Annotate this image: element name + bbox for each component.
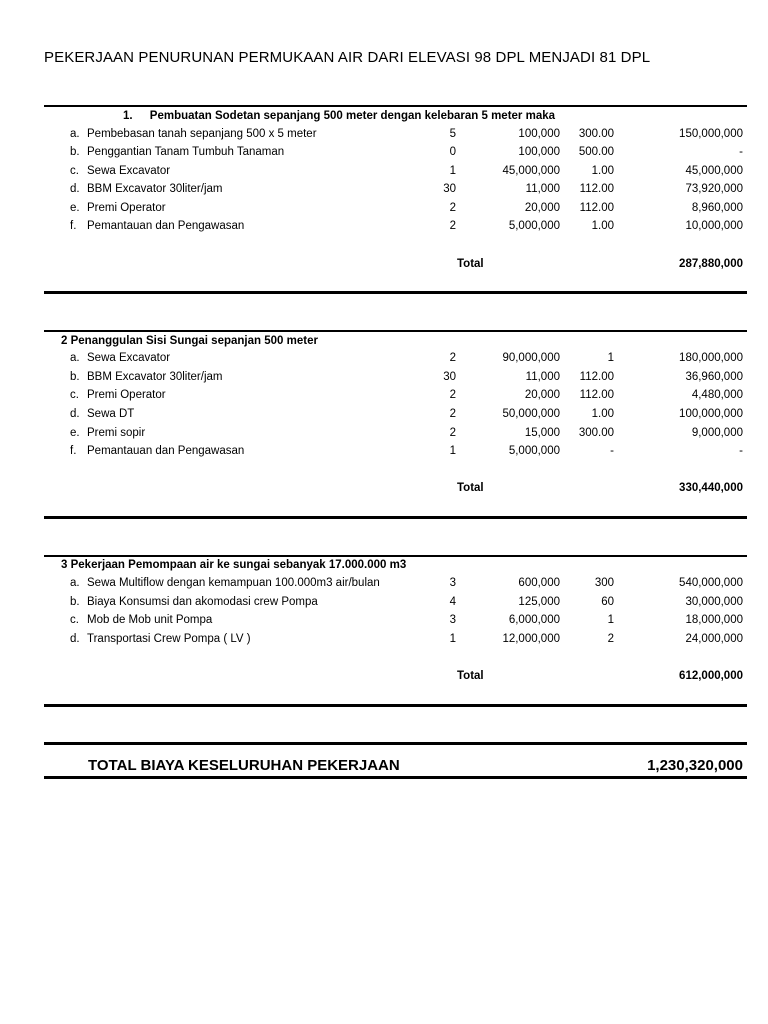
section-heading <box>123 110 555 122</box>
row-duration: 112.00 <box>579 371 614 383</box>
section-bottom-rule <box>44 704 747 707</box>
row-amount: 180,000,000 <box>679 352 743 364</box>
row-letter: c. <box>70 389 79 401</box>
row-amount: 30,000,000 <box>685 596 743 608</box>
row-letter: d. <box>70 183 80 195</box>
row-quantity: 2 <box>449 202 456 214</box>
row-duration: 1.00 <box>591 165 614 177</box>
row-description: BBM Excavator 30liter/jam <box>87 183 223 195</box>
section-bottom-rule <box>44 291 747 294</box>
section-heading <box>61 559 406 571</box>
row-description: Sewa Excavator <box>87 165 171 177</box>
row-letter: b. <box>70 596 80 608</box>
row-letter: a. <box>70 352 80 364</box>
row-description: Pemantauan dan Pengawasan <box>87 220 245 232</box>
row-letter: a. <box>70 128 80 140</box>
table-row <box>0 165 768 183</box>
row-amount: - <box>739 146 743 158</box>
row-unit-price: 12,000,000 <box>502 633 560 645</box>
section-top-rule <box>44 330 747 332</box>
section-number: 1. <box>123 110 133 122</box>
row-description: Pembebasan tanah sepanjang 500 x 5 meter <box>87 128 317 140</box>
table-row <box>0 352 768 370</box>
row-quantity: 2 <box>449 408 456 420</box>
section-heading <box>61 335 318 347</box>
grand-total-bottom-rule <box>44 776 747 779</box>
table-row <box>0 220 768 238</box>
total-label: Total <box>457 482 484 494</box>
row-amount: 150,000,000 <box>679 128 743 140</box>
row-unit-price: 50,000,000 <box>502 408 560 420</box>
row-unit-price: 11,000 <box>525 371 560 383</box>
section-heading-text: Penanggulan Sisi Sungai sepanjan 500 meter <box>70 335 318 347</box>
row-unit-price: 5,000,000 <box>508 445 560 457</box>
row-duration: 300.00 <box>578 427 614 439</box>
row-description: Sewa DT <box>87 408 135 420</box>
row-unit-price: 600,000 <box>518 577 560 589</box>
table-row <box>0 389 768 407</box>
row-duration: 300 <box>594 577 614 589</box>
row-description: Sewa Excavator <box>87 352 171 364</box>
table-row <box>0 128 768 146</box>
row-description: BBM Excavator 30liter/jam <box>87 371 223 383</box>
grand-total-label: TOTAL BIAYA KESELURUHAN PEKERJAAN <box>88 757 400 774</box>
row-quantity: 2 <box>449 220 456 232</box>
row-duration: 1 <box>607 352 614 364</box>
row-letter: b. <box>70 146 80 158</box>
row-description: Sewa Multiflow dengan kemampuan 100.000m3 air/bulan <box>87 577 380 589</box>
row-duration: - <box>610 445 614 457</box>
grand-total-value: 1,230,320,000 <box>647 757 743 774</box>
row-letter: f. <box>70 445 77 457</box>
grand-total <box>0 757 768 777</box>
row-description: Pemantauan dan Pengawasan <box>87 445 245 457</box>
row-quantity: 3 <box>449 577 456 589</box>
row-duration: 112.00 <box>579 389 614 401</box>
row-letter: c. <box>70 165 79 177</box>
table-row <box>0 445 768 463</box>
section-total <box>0 258 768 276</box>
row-letter: c. <box>70 614 79 626</box>
row-letter: e. <box>70 202 80 214</box>
row-unit-price: 6,000,000 <box>508 614 560 626</box>
row-quantity: 1 <box>449 445 456 457</box>
section-total <box>0 482 768 500</box>
section-top-rule <box>44 105 747 107</box>
row-letter: f. <box>70 220 77 232</box>
table-row <box>0 146 768 164</box>
row-unit-price: 45,000,000 <box>502 165 560 177</box>
table-row <box>0 427 768 445</box>
row-quantity: 2 <box>449 389 456 401</box>
row-amount: 24,000,000 <box>685 633 743 645</box>
total-value: 612,000,000 <box>679 670 743 682</box>
table-row <box>0 371 768 389</box>
table-row <box>0 408 768 426</box>
row-description: Premi sopir <box>87 427 146 439</box>
row-duration: 300.00 <box>578 128 614 140</box>
section-heading-text: Pembuatan Sodetan sepanjang 500 meter dengan kelebaran 5 meter maka <box>149 110 556 122</box>
row-description: Penggantian Tanam Tumbuh Tanaman <box>87 146 285 158</box>
row-letter: e. <box>70 427 80 439</box>
row-letter: a. <box>70 577 80 589</box>
row-unit-price: 5,000,000 <box>508 220 560 232</box>
row-duration: 112.00 <box>579 183 614 195</box>
row-amount: 45,000,000 <box>685 165 743 177</box>
table-row <box>0 577 768 595</box>
row-duration: 60 <box>601 596 614 608</box>
row-description: Biaya Konsumsi dan akomodasi crew Pompa <box>87 596 318 608</box>
row-unit-price: 15,000 <box>524 427 560 439</box>
table-row <box>0 183 768 201</box>
row-amount: 540,000,000 <box>679 577 743 589</box>
row-amount: 18,000,000 <box>685 614 743 626</box>
row-amount: 8,960,000 <box>691 202 743 214</box>
row-unit-price: 100,000 <box>518 146 560 158</box>
row-quantity: 0 <box>449 146 456 158</box>
row-duration: 1.00 <box>591 408 614 420</box>
row-unit-price: 90,000,000 <box>502 352 560 364</box>
row-quantity: 4 <box>449 596 456 608</box>
total-value: 330,440,000 <box>679 482 743 494</box>
row-description: Premi Operator <box>87 202 166 214</box>
row-quantity: 1 <box>449 165 456 177</box>
section-number: 3 <box>61 559 68 571</box>
row-duration: 2 <box>607 633 614 645</box>
row-letter: d. <box>70 408 80 420</box>
row-amount: 36,960,000 <box>685 371 743 383</box>
row-quantity: 3 <box>449 614 456 626</box>
row-unit-price: 20,000 <box>524 389 560 401</box>
row-description: Premi Operator <box>87 389 166 401</box>
row-duration: 112.00 <box>579 202 614 214</box>
row-unit-price: 20,000 <box>524 202 560 214</box>
table-row <box>0 614 768 632</box>
row-amount: 9,000,000 <box>691 427 743 439</box>
section-top-rule <box>44 555 747 557</box>
section-total <box>0 670 768 688</box>
section-number: 2 <box>61 335 68 347</box>
table-row <box>0 596 768 614</box>
row-unit-price: 11,000 <box>525 183 560 195</box>
row-amount: 100,000,000 <box>679 408 743 420</box>
page-title: PEKERJAAN PENURUNAN PERMUKAAN AIR DARI ELEVASI 98 DPL MENJADI 81 DPL <box>44 49 651 66</box>
row-letter: b. <box>70 371 80 383</box>
row-amount: 4,480,000 <box>691 389 743 401</box>
row-unit-price: 100,000 <box>518 128 560 140</box>
row-amount: - <box>739 445 743 457</box>
section-heading-text: Pekerjaan Pemompaan air ke sungai sebanyak 17.000.000 m3 <box>70 559 407 571</box>
row-amount: 10,000,000 <box>685 220 743 232</box>
row-quantity: 30 <box>443 183 456 195</box>
row-duration: 1.00 <box>591 220 614 232</box>
table-row <box>0 202 768 220</box>
row-quantity: 2 <box>449 427 456 439</box>
row-amount: 73,920,000 <box>685 183 743 195</box>
grand-total-top-rule <box>44 742 747 745</box>
total-label: Total <box>457 670 484 682</box>
row-quantity: 30 <box>443 371 456 383</box>
table-row <box>0 633 768 651</box>
row-description: Mob de Mob unit Pompa <box>87 614 213 626</box>
total-label: Total <box>457 258 484 270</box>
row-description: Transportasi Crew Pompa ( LV ) <box>87 633 251 645</box>
section-bottom-rule <box>44 516 747 519</box>
row-letter: d. <box>70 633 80 645</box>
row-quantity: 2 <box>449 352 456 364</box>
row-duration: 1 <box>607 614 614 626</box>
row-quantity: 1 <box>449 633 456 645</box>
row-duration: 500.00 <box>578 146 614 158</box>
total-value: 287,880,000 <box>679 258 743 270</box>
row-unit-price: 125,000 <box>518 596 560 608</box>
row-quantity: 5 <box>449 128 456 140</box>
